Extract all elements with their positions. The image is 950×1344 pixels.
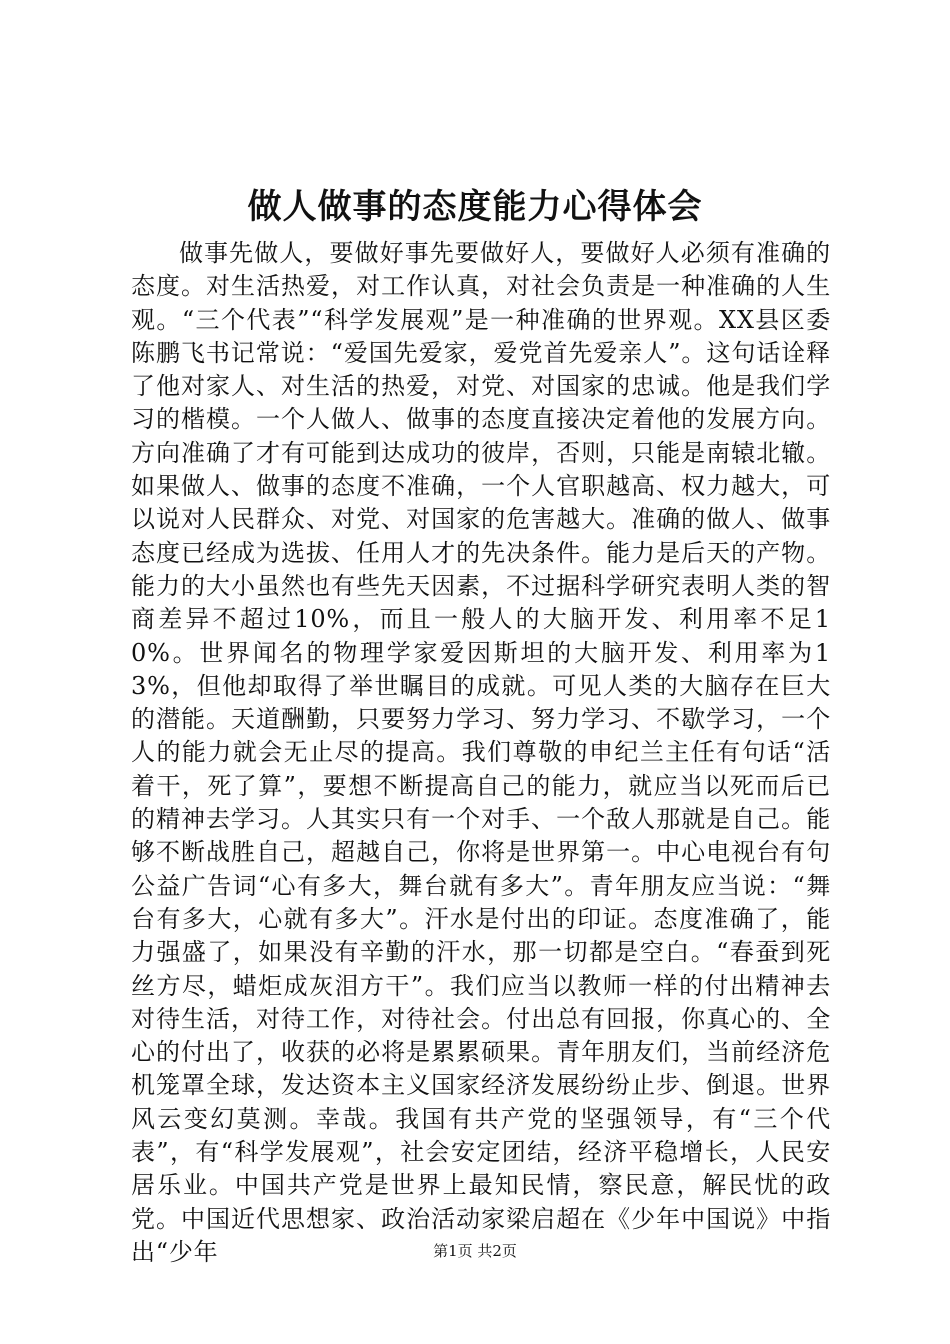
page-title: 做人做事的态度能力心得体会 [247,187,703,227]
page-footer: 第1页 共2页 [433,1242,517,1260]
body-paragraph: 做事先做人，要做好事先要做好人，要做好人必须有准确的态度。对生活热爱，对工作认真，对社会负责是一种准确的人生观。“三个代表”“科学发展观”是一种准确的世界观。XX县区委陈鹏飞书记常说：“爱国先爱家，爱党首先爱亲人”。这句话诠释了他对家人、对生活的热爱，对党、对国家的忠诚。他是我们学习的楷模。一个人做人、做事的态度直接决定着他的发展方向。方向准确了才有可能到达成功的彼岸，否则，只能是南辕北辙。如果做人、做事的态度不准确，一个人官职越高、权力越大，可以说对人民群众、对党、对国家的危害越大。准确的做人、做事态度已经成为选拔、任用人才的先决条件。能力是后天的产物。能力的大小虽然也有些先天因素，不过据科学研究表明人类的智商差异不超过10%，而且一般人的大脑开发、利用率不足10%。世界闻名的物理学家爱因斯坦的大脑开发、利用率为13%，但他却取得了举世瞩目的成就。可见人类的大脑存在巨大的潜能。天道酬勤，只要努力学习、努力学习、不歇学习，一个人的能力就会无止尽的提高。我们尊敬的申纪兰主任有句话“活着干，死了算”，要想不断提高自己的能力，就应当以死而后已的精神去学习。人其实只有一个对手、一个敌人那就是自己。能够不断战胜自己，超越自己，你将是世界第一。中心电视台有句公益广告词“心有多大，舞台就有多大”。青年朋友应当说：“舞台有多大，心就有多大”。汗水是付出的印证。态度准确了，能力强盛了，如果没有辛勤的汗水，那一切都是空白。“春蚕到死丝方尽，蜡炬成灰泪方干”。我们应当以教师一样的付出精神去对待生活，对待工作，对待社会。付出总有回报，你真心的、全心的付出了，收获的必将是累累硕果。青年朋友们，当前经济危机笼罩全球，发达资本主义国家经济发展纷纷止步、倒退。世界风云变幻莫测。幸哉。我国有共产党的坚强领导，有“三个代表”，有“科学发展观”，社会安定团结，经济平稳增长，人民安居乐业。中国共产党是世界上最知民情，察民意，解民忧的政党。中国近代思想家、政治活动家梁启超在《少年中国说》中指出“少年 [131,239,831,1266]
